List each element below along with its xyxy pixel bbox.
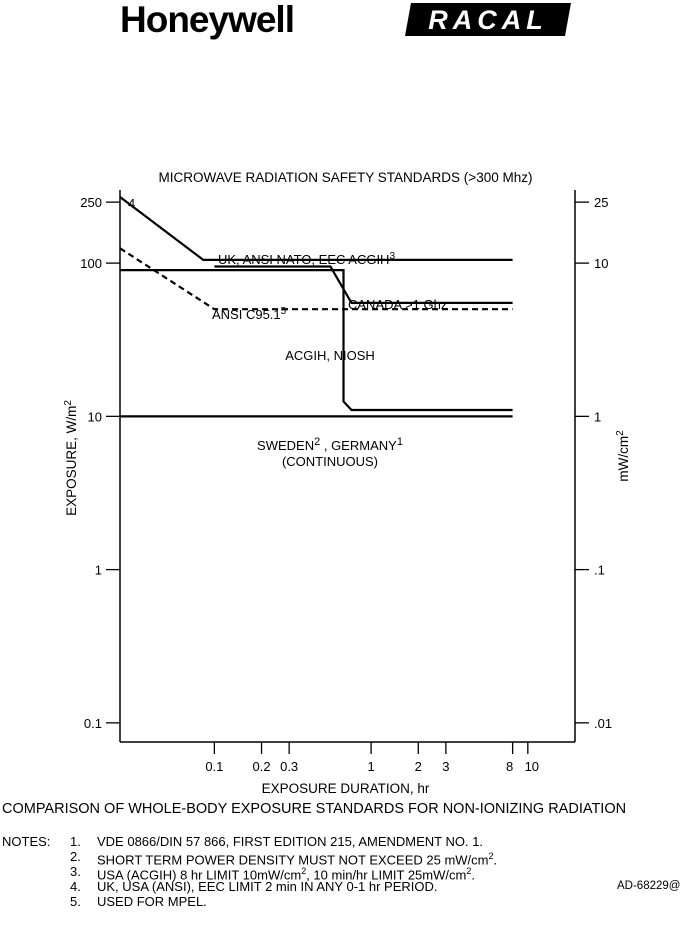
- x-tick-label: 0.2: [252, 759, 271, 774]
- note-text-tail: .: [471, 867, 475, 883]
- y-axis-label-left: EXPOSURE, $W/m^2$: [63, 400, 79, 516]
- series-label-sweden-germany: SWEDEN$^2$ , GERMANY$^1$: [257, 436, 403, 453]
- y-tick-label-right: 1: [594, 409, 602, 425]
- note-text: USED FOR MPEL.: [97, 894, 207, 909]
- y-tick-label-left: 1: [94, 562, 102, 578]
- y-tick-label-right: 10: [594, 256, 609, 272]
- note-text-mid: , 10 min/hr LIMIT 25mW/cm: [306, 867, 467, 883]
- y-tick-label-right: .1: [594, 562, 605, 578]
- series-label-acgih-niosh: ACGIH, NIOSH: [285, 348, 375, 363]
- x-axis-label: EXPOSURE DURATION, hr: [261, 781, 430, 796]
- y-tick-label-right: .01: [594, 715, 613, 731]
- notes-label: NOTES:: [2, 834, 51, 849]
- racal-logo-text: RACAL: [428, 5, 548, 35]
- y-tick-label-left: 10: [87, 409, 102, 425]
- series-label-ansi-c95: ANSI C95.1$^5$: [212, 306, 287, 322]
- annotation-note-4: 4: [128, 196, 136, 211]
- x-tick-label: 8: [506, 759, 514, 774]
- chart-title: MICROWAVE RADIATION SAFETY STANDARDS (>300 Mhz): [158, 170, 533, 185]
- document-id: AD-68229@: [617, 880, 681, 892]
- series-line-1: [120, 197, 513, 260]
- note-superscript: 2: [301, 866, 307, 876]
- honeywell-logo: Honeywell: [120, 0, 294, 40]
- note-number: 2.: [70, 849, 81, 864]
- x-tick-label: 0.3: [280, 759, 299, 774]
- note-text: UK, USA (ANSI), EEC LIMIT 2 min IN ANY 0-1 hr PERIOD.: [97, 879, 438, 894]
- note-text-part: SHORT TERM POWER DENSITY MUST NOT EXCEED 25 mW/cm: [97, 852, 489, 868]
- note-superscript: 2: [488, 851, 494, 861]
- x-tick-label: 1: [367, 759, 375, 774]
- figure-caption: COMPARISON OF WHOLE-BODY EXPOSURE STANDARDS FOR NON-IONIZING RADIATION: [2, 801, 627, 817]
- series-label-canada: CANADA >1 Ghz: [348, 297, 448, 312]
- note-text-part: USA (ACGIH) 8 hr LIMIT 10mW/cm: [97, 867, 302, 883]
- y-axis-label-right: $mW/cm^2$: [615, 430, 631, 482]
- series-sublabel-continuous: (CONTINUOUS): [281, 454, 379, 469]
- series-label-uk-ansi-nato: UK, ANSI NATO, EEC ACGIH$^3$: [218, 251, 396, 267]
- y-tick-label-right: 25: [594, 195, 609, 211]
- note-number: 5.: [70, 894, 81, 909]
- y-tick-label-left: 0.1: [83, 715, 102, 731]
- note-superscript: 2: [466, 866, 472, 876]
- note-text-tail: .: [493, 852, 498, 868]
- x-tick-label: 2: [414, 759, 422, 774]
- note-number: 4.: [70, 879, 81, 894]
- x-tick-label: 3: [442, 759, 450, 774]
- x-tick-label: 10: [524, 759, 540, 774]
- y-tick-label-left: 100: [80, 256, 102, 272]
- series-line-4: [120, 270, 513, 410]
- note-number: 1.: [70, 834, 81, 849]
- x-tick-label: 0.1: [205, 759, 224, 774]
- note-text: VDE 0866/DIN 57 866, FIRST EDITION 215, AMENDMENT NO. 1.: [97, 834, 484, 849]
- y-tick-label-left: 250: [80, 195, 102, 211]
- note-number: 3.: [70, 864, 81, 879]
